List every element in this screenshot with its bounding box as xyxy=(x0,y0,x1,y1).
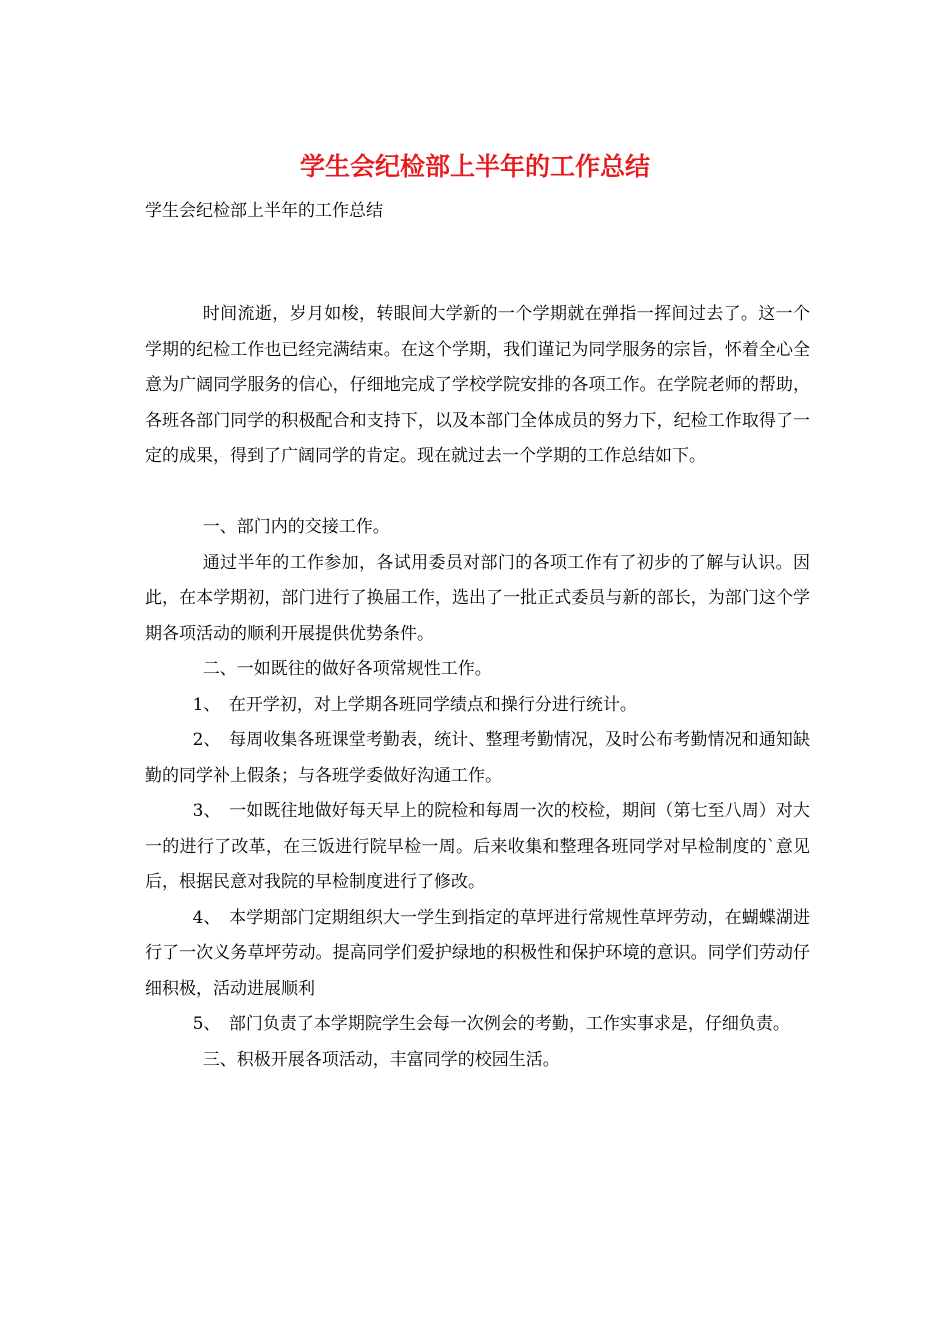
intro-paragraph: 时间流逝，岁月如梭，转眼间大学新的一个学期就在弹指一挥间过去了。这一个学期的纪检工作也已经完满结束。在这个学期，我们谨记为同学服务的宗旨，怀着全心全意为广阔同学服务的信心，仔细地完成了学校学院安排的各项工作。在学院老师的帮助，各班各部门同学的积极配合和支持下，以及本部门全体成员的努力下，纪检工作取得了一定的成果，得到了广阔同学的肯定。现在就过去一个学期的工作总结如下。 xyxy=(145,304,810,466)
section1-heading: 一、部门内的交接工作。 xyxy=(202,517,390,537)
paragraph-gap xyxy=(145,475,810,511)
document-subtitle: 学生会纪检部上半年的工作总结 xyxy=(145,201,383,221)
section1-body: 通过半年的工作参加，各试用委员对部门的各项工作有了初步的了解与认识。因此，在本学期初，部门进行了换届工作，选出了一批正式委员与新的部长，为部门这个学期各项活动的顺利开展提供优势条件。 xyxy=(145,552,810,644)
list-item: 5、 部门负责了本学期院学生会每一次例会的考勤，工作实事求是，仔细负责。 xyxy=(192,1014,790,1034)
section3-heading: 三、积极开展各项活动，丰富同学的校园生活。 xyxy=(202,1049,560,1070)
list-item: 2、 每周收集各班课堂考勤表，统计、整理考勤情况，及时公布考勤情况和通知缺勤的同学补上假条；与各班学委做好沟通工作。 xyxy=(145,730,810,786)
document-body xyxy=(145,297,810,1078)
list-item: 1、 在开学初，对上学期各班同学绩点和操行分进行统计。 xyxy=(192,694,637,715)
section2-heading: 二、一如既往的做好各项常规性工作。 xyxy=(202,659,492,679)
document-title: 学生会纪检部上半年的工作总结 xyxy=(299,152,650,181)
list-item: 3、 一如既往地做好每天早上的院检和每周一次的校检，期间（第七至八周）对大一的进行了改革，在三饭进行院早检一周。后来收集和整理各班同学对早检制度的`意见后，根据民意对我院的早检制度进行了修改。 xyxy=(145,801,810,892)
list-item: 4、 本学期部门定期组织大一学生到指定的草坪进行常规性草坪劳动，在蝴蝶湖进行了一次义务草坪劳动。提高同学们爱护绿地的积极性和保护环境的意识。同学们劳动仔细积极，活动进展顺利 xyxy=(145,907,810,999)
